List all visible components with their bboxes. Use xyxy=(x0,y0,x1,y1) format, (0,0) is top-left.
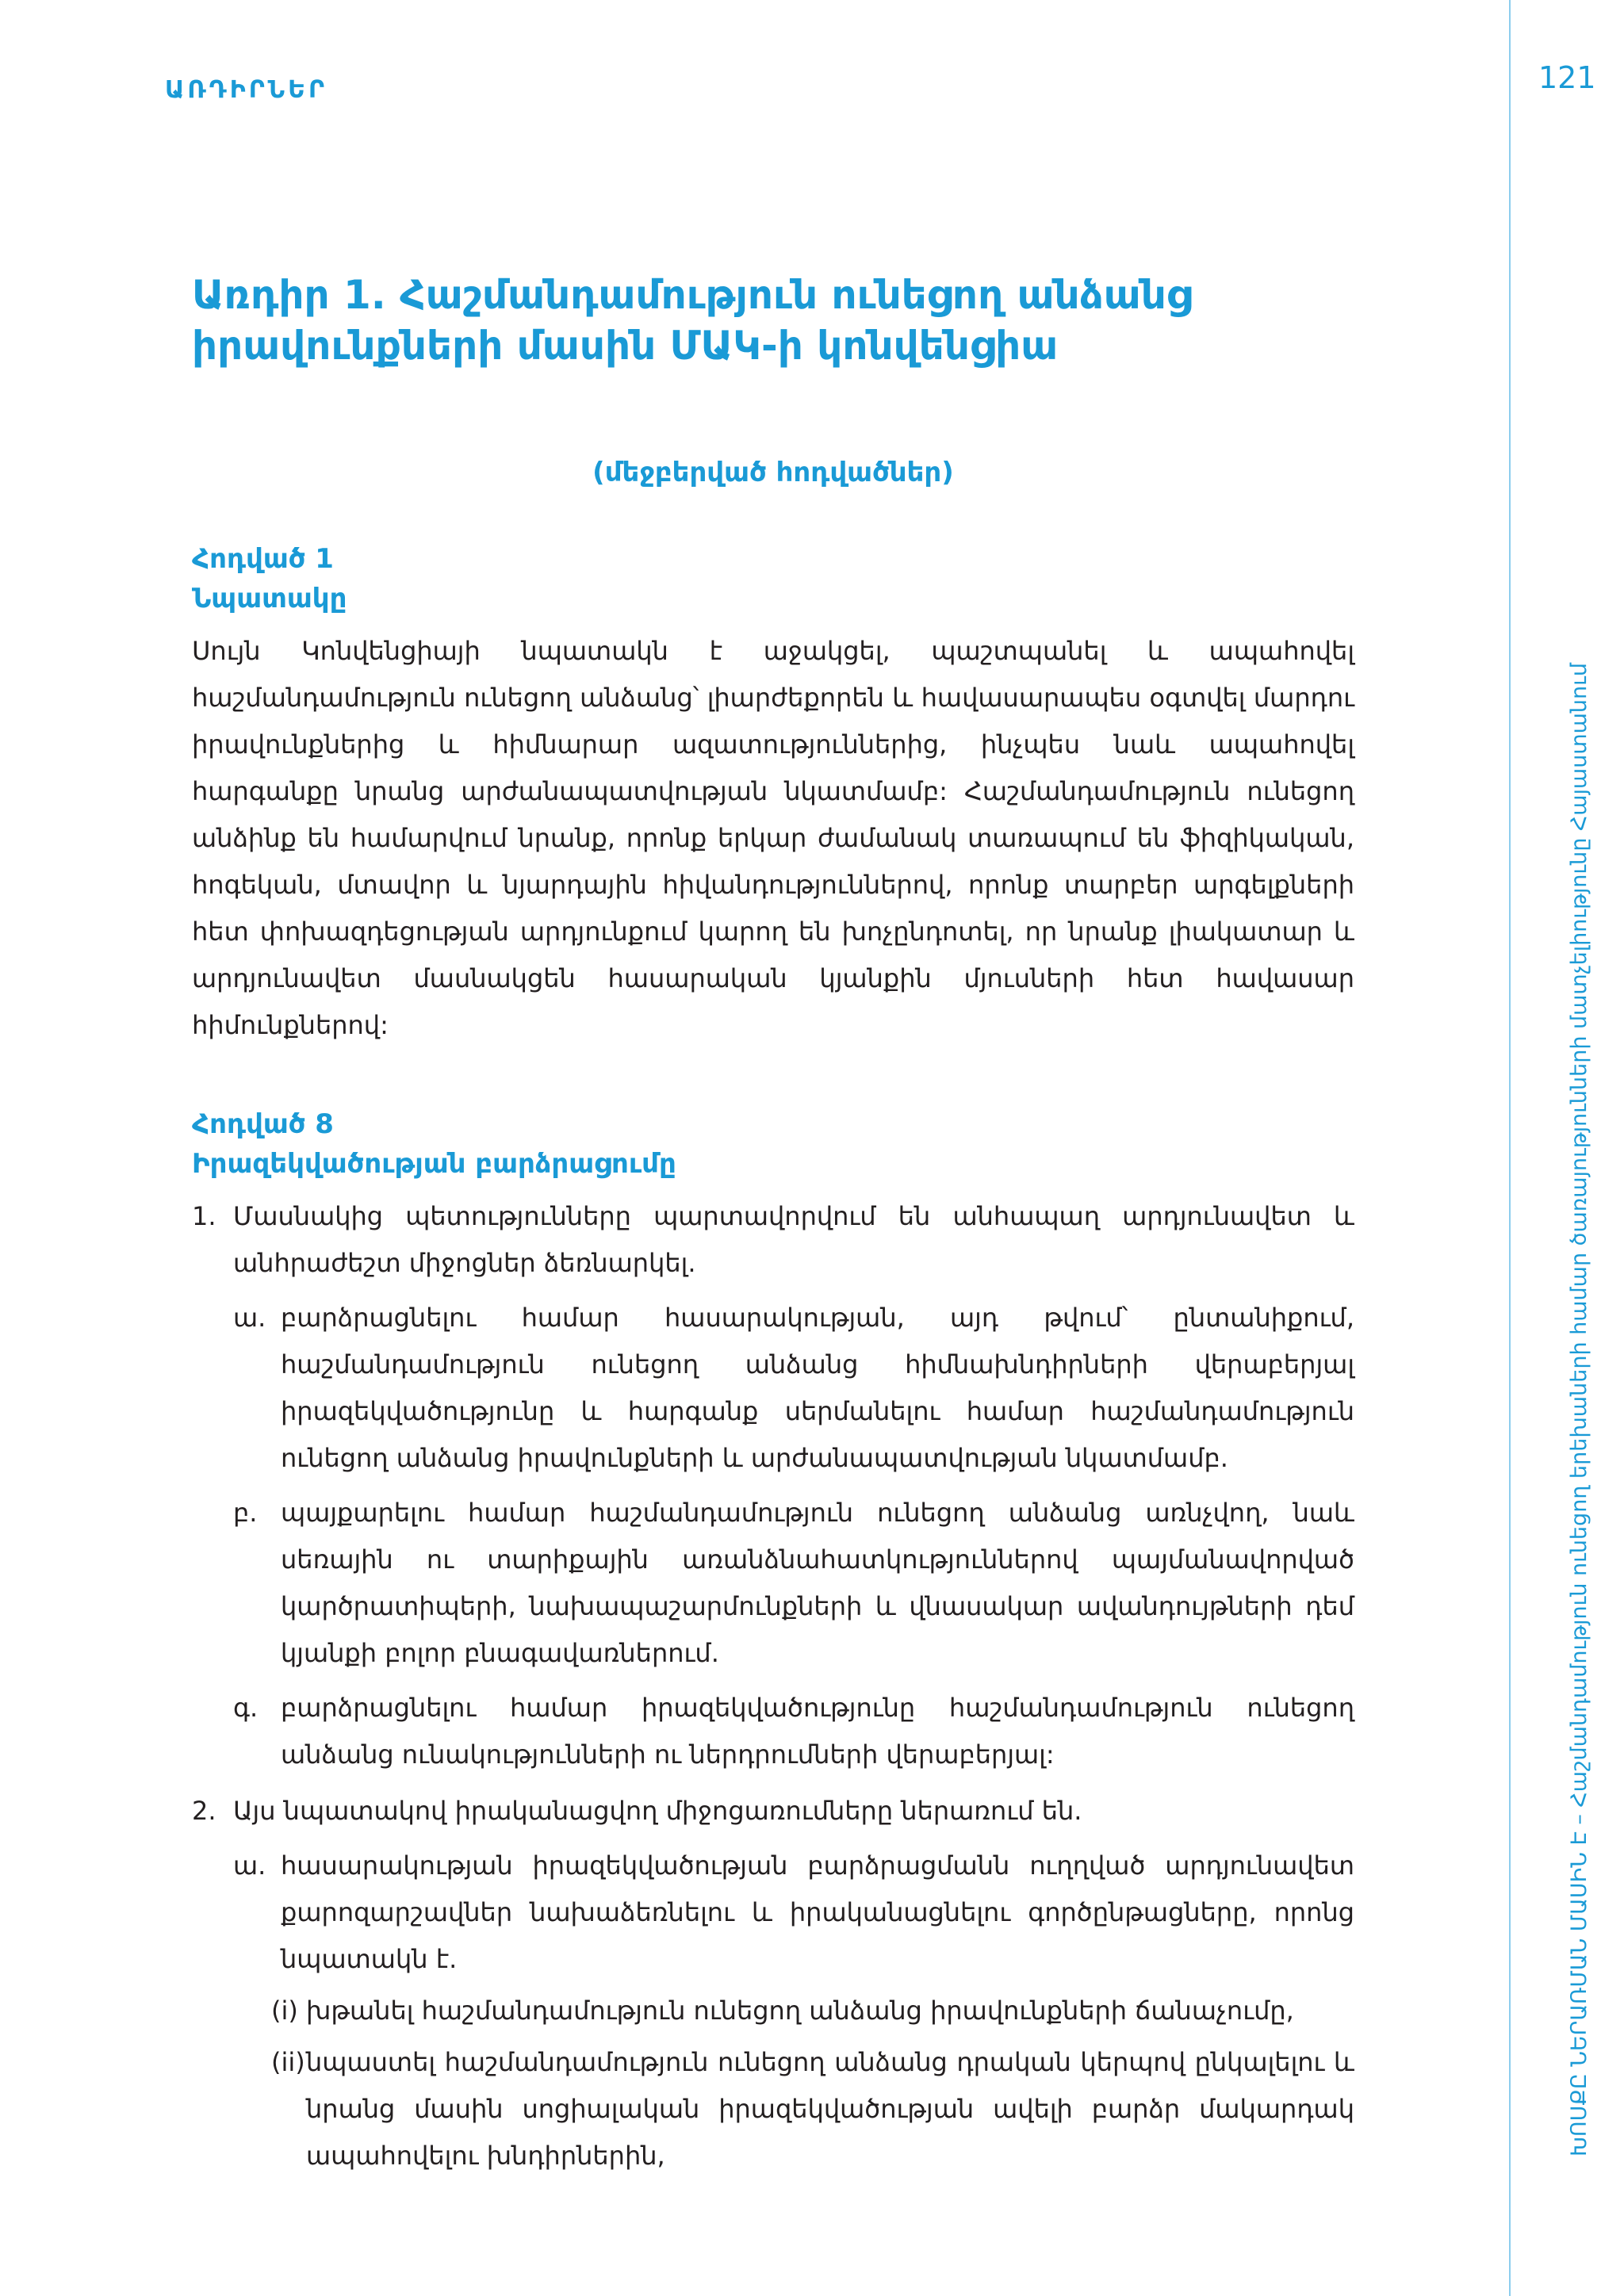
list-marker: ա. xyxy=(233,1850,266,1881)
list-item-text: նպաստել հաշմանդամություն ունեցող անձանց դրական կերպով ընկալելու և նրանց մասին սոցիալական իրազեկվածության ավելի բարձր մակարդակ ապահովելու խնդիրներին, xyxy=(306,2047,1354,2171)
list-item-1 xyxy=(192,1193,1354,1287)
article-1-title: Նպատակը xyxy=(192,583,347,614)
appendix-subtitle: (մեջբերված հոդվածներ) xyxy=(592,457,954,488)
list-marker: բ. xyxy=(233,1498,258,1528)
page-content xyxy=(192,270,1354,2179)
list-marker: 2. xyxy=(192,1796,216,1826)
article-1-text: Սույն Կոնվենցիայի նպատակն է աջակցել, պաշտպանել և ապահովել հաշմանդամություն ունեցող անձանց՝ լիարժեքորեն և հավասարապես օգտվել մարդու իրավունքներից և հիմնարար ազատություններից, ինչպես նաև ապահովել հարգանքը նրանց արժանապատվության նկատմամբ: Հաշմանդամություն ունեցող անձինք են համարվում նրանք, որոնք երկար ժամանակ տառապում են ֆիզիկական, հոգեկան, մտավոր և նյարդային հիվանդություններով, որոնք տարբեր արգելքների հետ փոխազդեցության արդյունքում կարող են խոչընդոտել, որ նրանք լիակատար և արդյունավետ մասնակցեն հասարական կյանքին մյուսների հետ հավասար հիմունքներով: xyxy=(192,636,1354,1040)
list-item-text: պայքարելու համար հաշմանդամություն ունեցող անձանց առնչվող, նաև սեռային ու տարիքային առանձնահատկություններով պայմանավորված կարծրատիպերի, նախապաշարմունքների և վնասակար ավանդույթների դեմ կյանքի բոլոր բնագավառներում. xyxy=(281,1498,1354,1668)
list-item-text: խթանել հաշմանդամություն ունեցող անձանց իրավունքների ճանաչումը, xyxy=(306,1996,1294,2026)
list-item-1b xyxy=(192,1490,1354,1677)
article-1-number: Հոդված 1 xyxy=(192,543,334,575)
list-marker: 1. xyxy=(192,1201,216,1231)
side-running-title: ԽՈՍՔԸ ՆԵՐԱՌՄԱՆ ՄԱՍԻՆ Է – Հաշմանդամություն ունեցող երեխաների համար ծառայությունների մատչելիությունը Հայաստանում xyxy=(1567,663,1591,2156)
page-number: 121 xyxy=(1538,60,1596,95)
article-8 xyxy=(192,1104,1354,2179)
list-marker: (i) xyxy=(271,1996,298,2026)
list-item-1a xyxy=(192,1295,1354,1482)
appendix-title-line1: Առդիր 1. Հաշմանդամություն ունեցող անձանց xyxy=(192,272,1193,318)
list-item-text: հասարակության իրազեկվածության բարձրացմանն ուղղված արդյունավետ քարոզարշավներ նախաձեռնելու և իրականացնելու գործընթացները, որոնց նպատակն է. xyxy=(281,1850,1354,1974)
list-item-2a xyxy=(192,1843,1354,1983)
list-item-text: Այս նպատակով իրականացվող միջոցառումները ներառում են. xyxy=(233,1796,1082,1826)
article-1 xyxy=(192,539,1354,1049)
list-marker: ա. xyxy=(233,1303,266,1333)
appendix-title-line2: իրավունքների մասին ՄԱԿ-ի կոնվենցիա xyxy=(192,323,1059,369)
list-item-2a-ii xyxy=(192,2039,1354,2179)
list-marker: (ii) xyxy=(271,2047,305,2077)
list-item-text: բարձրացնելու համար հասարակության, այդ թվում՝ ընտանիքում, հաշմանդամություն ունեցող անձանց հիմնախնդիրների վերաբերյալ իրազեկվածությունը և հարգանք սերմանելու համար հաշմանդամություն ունեցող անձանց իրավունքների և արժանապատվության նկատմամբ. xyxy=(281,1303,1354,1473)
appendix-title xyxy=(192,270,1354,371)
list-marker: գ. xyxy=(233,1693,259,1723)
list-item-2 xyxy=(192,1788,1354,1835)
list-item-text: բարձրացնելու համար իրազեկվածությունը հաշմանդամություն ունեցող անձանց ունակությունների ու ներդրումների վերաբերյալ: xyxy=(281,1693,1354,1770)
list-item-1g xyxy=(192,1685,1354,1778)
running-head: ԱՌԴԻՐՆԵՐ xyxy=(165,76,327,104)
article-8-title: Իրազեկվածության բարձրացումը xyxy=(192,1148,676,1180)
list-item-text: Մասնակից պետությունները պարտավորվում են անհապաղ արդյունավետ և անհրաժեշտ միջոցներ ձեռնարկել. xyxy=(233,1201,1354,1278)
margin-rule xyxy=(1509,0,1511,2296)
article-8-number: Հոդված 8 xyxy=(192,1108,334,1140)
list-item-2a-i xyxy=(192,1988,1354,2034)
